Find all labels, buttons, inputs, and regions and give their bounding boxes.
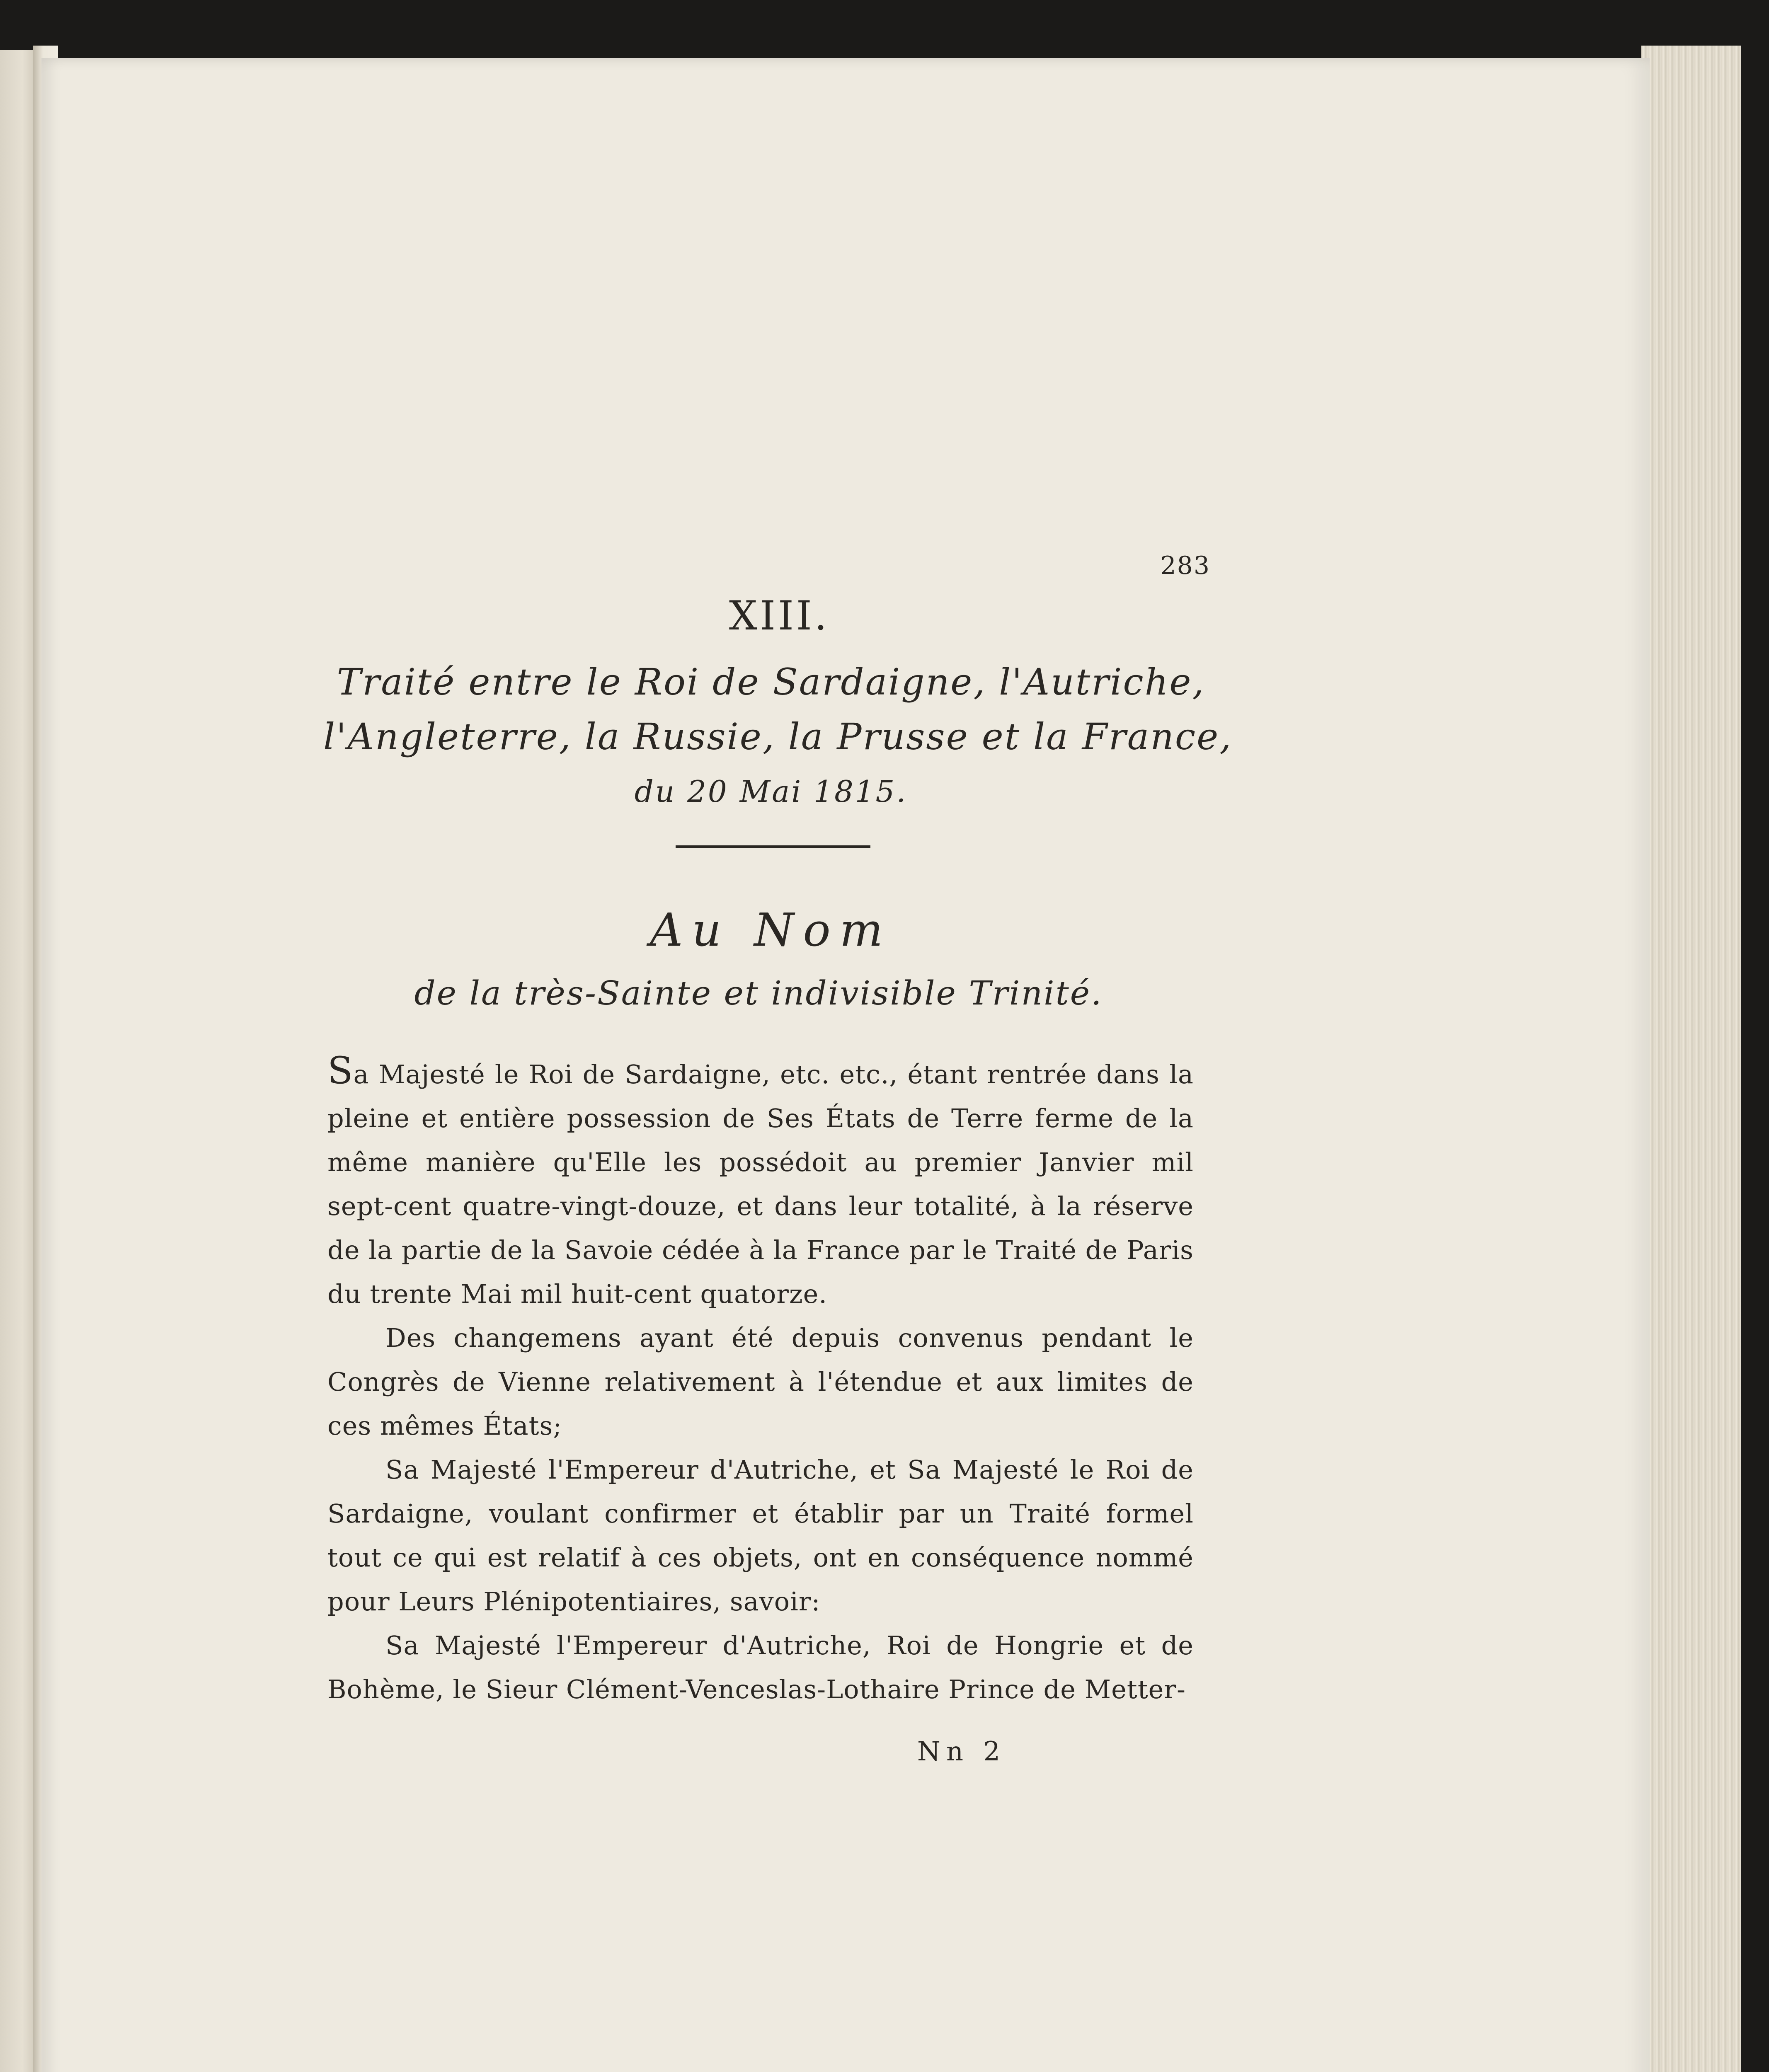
title-line-1: Traité entre le Roi de Sardaigne, l'Autriche, [337,661,1205,703]
paragraph-3: Sa Majesté l'Empereur d'Autriche, et Sa Majesté le Roi de Sardaigne, voulant confirmer et établir par un Traité formel tout ce qui est relatif à ces objets, ont en conséquence nommé pour Leurs Plénipotentiaires, savoir: [327,1455,1194,1617]
invocation-subheading: de la très-Sainte et indivisible Trinité. [414,974,1103,1012]
printer-signature-mark: Nn 2 [917,1736,1006,1767]
treaty-body [327,1049,1194,1711]
paragraph-1 [327,1049,1194,1316]
title-date: du 20 Mai 1815. [634,774,908,809]
invocation-heading: Au Nom [649,903,892,956]
previous-page-edge [0,50,37,2072]
title-rule [676,845,870,848]
paragraph-1-text: a Majesté le Roi de Sardaigne, etc. etc., étant rentrée dans la pleine et entière possession de Ses États de Terre ferme de la même manière qu'Elle les possédoit au premier Janvier mil sept-cent quatre-vingt-douze, et dans leur totalité, à la réserve de la partie de la Savoie cédée à la France par le Traité de Paris du trente Mai mil huit-cent quatorze. [327,1059,1194,1309]
page-block-edges [1641,46,1741,2072]
treaty-title [323,655,1233,819]
paragraph-2: Des changemens ayant été depuis convenus pendant le Congrès de Vienne relativement à l'étendue et aux limites de ces mêmes États; [327,1323,1194,1441]
page-number: 283 [1160,551,1210,580]
drop-cap: S [327,1049,354,1092]
book-page [41,58,1650,2072]
section-number: XIII. [729,593,830,639]
title-line-2: l'Angleterre, la Russie, la Prusse et la France, [323,715,1233,758]
paragraph-4: Sa Majesté l'Empereur d'Autriche, Roi de Hongrie et de Bohème, le Sieur Clément-Venceslas-Lothaire Prince de Metter- [327,1630,1194,1704]
